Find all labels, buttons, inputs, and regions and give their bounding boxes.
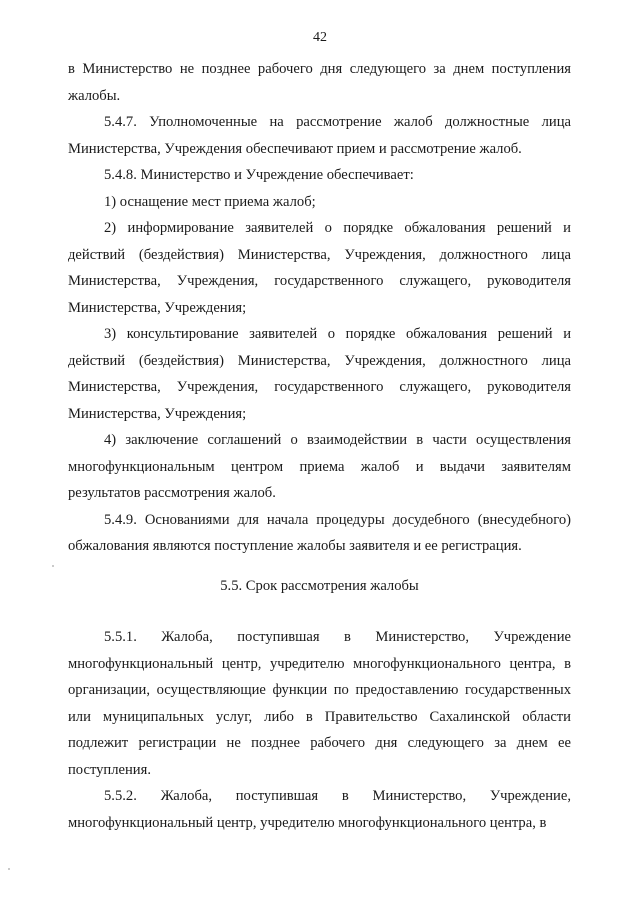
list-item-4: 4) заключение соглашений о взаимодействии в части осуществления многофункциональным центром приема жалоб и выдачи заявителям результатов рассмотрения жалоб.	[68, 432, 571, 501]
list-item-2: 2) информирование заявителей о порядке обжалования решений и действий (бездействия) Министерства, Учреждения, должностного лица Министерства, Учреждения, государственного служащего, руководителя Министерства, Учреждения;	[68, 220, 571, 316]
list-item-3: 3) консультирование заявителей о порядке обжалования решений и действий (бездействия) Министерства, Учреждения, должностного лица Министерства, Учреждения, государственного служащего, руководителя Министерства, Учреждения;	[68, 326, 571, 422]
text-block-lower	[68, 624, 571, 836]
page-number: 42	[313, 30, 327, 45]
paragraph-continuation: в Министерство не позднее рабочего дня следующего за днем поступления жалобы.	[68, 61, 571, 104]
paragraph-5-4-8: 5.4.8. Министерство и Учреждение обеспечивает:	[104, 167, 414, 183]
scan-speck	[8, 868, 10, 870]
paragraph-5-5-1: 5.5.1. Жалоба, поступившая в Министерство, Учреждение многофункциональный центр, учредителю многофункционального центра, в организации, осуществляющие функции по предоставлению государственных или муниципальных услуг, либо в Правительство Сахалинской области подлежит регистрации не позднее рабочего дня следующего за днем ее поступления.	[68, 629, 571, 778]
paragraph-5-4-9: 5.4.9. Основаниями для начала процедуры досудебного (внесудебного) обжалования являются поступление жалобы заявителя и ее регистрация.	[68, 511, 571, 554]
text-block-upper	[68, 56, 571, 560]
paragraph-5-4-7: 5.4.7. Уполномоченные на рассмотрение жалоб должностные лица Министерства, Учреждения обеспечивают прием и рассмотрение жалоб.	[68, 114, 571, 157]
scan-speck	[52, 565, 54, 567]
list-item-1: 1) оснащение мест приема жалоб;	[104, 193, 316, 210]
paragraph-5-5-2: 5.5.2. Жалоба, поступившая в Министерство, Учреждение, многофункциональный центр, учредителю многофункционального центра, в	[68, 788, 571, 831]
section-heading: 5.5. Срок рассмотрения жалобы	[220, 578, 419, 594]
